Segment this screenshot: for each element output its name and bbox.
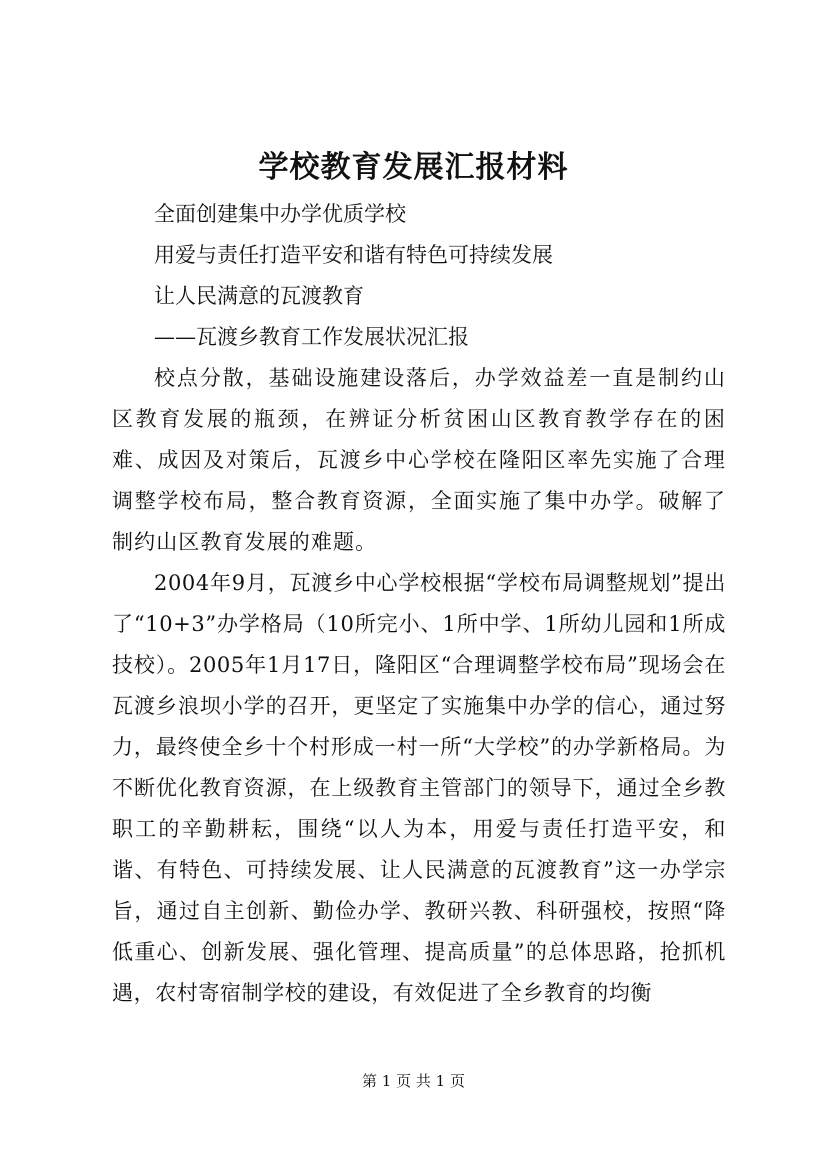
page-number-footer: 第 1 页 共 1 页 [362,1072,465,1090]
subtitle-line: 全面创建集中办学优质学校 [154,202,406,226]
document-title: 学校教育发展汇报材料 [258,150,569,185]
body-paragraph: 校点分散，基础设施建设落后，办学效益差一直是制约山区教育发展的瓶颈，在辨证分析贫困山区教育教学存在的困难、成因及对策后，瓦渡乡中心学校在隆阳区率先实施了合理调整学校布局，整合教育资源，全面实施了集中办学。破解了制约山区教育发展的难题。 [112,366,726,554]
subtitle-line: 用爱与责任打造平安和谐有特色可持续发展 [154,243,553,267]
body-paragraph: 2004年9月，瓦渡乡中心学校根据“学校布局调整规划”提出了“10+3”办学格局（10所完小、1所中学、1所幼儿园和1所成技校）。2005年1月17日，隆阳区“合理调整学校布局”现场会在瓦渡乡浪坝小学的召开，更坚定了实施集中办学的信心，通过努力，最终使全乡十个村形成一村一所“大学校”的办学新格局。为不断优化教育资源，在上级教育主管部门的领导下，通过全乡教职工的辛勤耕耘，围绕“以人为本，用爱与责任打造平安，和谐、有特色、可持续发展、让人民满意的瓦渡教育”这一办学宗旨，通过自主创新、勤俭办学、教研兴教、科研强校，按照“降低重心、创新发展、强化管理、提高质量”的总体思路，抢抓机遇，农村寄宿制学校的建设，有效促进了全乡教育的均衡 [112,571,726,1005]
document-body [112,194,726,1014]
subtitle-line: ——瓦渡乡教育工作发展状况汇报 [154,325,469,349]
subtitle-line: 让人民满意的瓦渡教育 [154,284,364,308]
